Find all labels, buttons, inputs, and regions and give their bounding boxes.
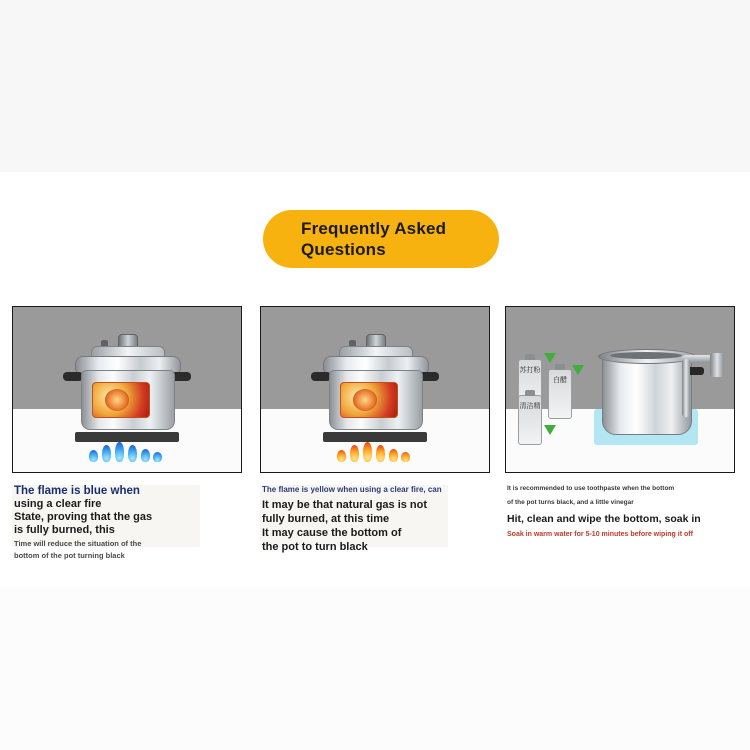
faucet-body	[682, 359, 690, 417]
pressure-cooker-icon	[313, 330, 437, 442]
caption-warning-line1: Soak in warm water for 5-10 minutes before wiping it off	[507, 531, 693, 538]
caption-note-line2: bottom of the pot turning black	[14, 551, 125, 560]
cooker-handle-left	[311, 372, 331, 381]
blue-flame-icon	[87, 442, 167, 462]
bottle-cap	[525, 354, 535, 360]
faq-banner-line2: Questions	[301, 240, 386, 259]
photo-cleaning	[505, 306, 735, 473]
pot-body	[602, 355, 692, 435]
bottle-label: 白醋	[553, 376, 567, 384]
caption-body-line4: the pot to turn black	[262, 541, 368, 553]
caption-body-line3: It may cause the bottom of	[262, 527, 402, 539]
cooker-handle-left	[63, 372, 83, 381]
faq-cards	[0, 306, 750, 566]
caption-body-line1: It may be that natural gas is not	[262, 499, 428, 511]
faq-banner	[263, 210, 499, 268]
bottle-detergent	[518, 395, 542, 445]
arrow-down-icon	[572, 365, 584, 375]
cooker-label-emblem	[353, 389, 377, 411]
stove-base	[75, 432, 179, 442]
caption-yellow-flame	[260, 485, 490, 554]
caption-note-line2: of the pot turns black, and a little vinegar	[507, 499, 634, 506]
photo-blue-flame	[12, 306, 242, 473]
caption-note-line1: Time will reduce the situation of the	[14, 539, 142, 548]
faq-banner-line1: Frequently Asked	[301, 218, 447, 238]
faucet-head	[710, 353, 724, 377]
bottle-white-vinegar	[548, 369, 572, 419]
caption-heading-line1: Hit, clean and wipe the bottom, soak in	[507, 513, 701, 525]
cooker-label	[92, 382, 150, 418]
caption-clean-bottom	[505, 485, 735, 539]
yellow-flame-icon	[335, 442, 415, 462]
photo-yellow-flame	[260, 306, 490, 473]
bottle-cap	[555, 364, 565, 370]
faq-banner-text	[301, 218, 446, 261]
bottle-label: 苏打粉	[519, 366, 541, 374]
caption-body-line1: State, proving that the gas	[14, 511, 153, 523]
caption-heading-line1: The flame is blue when	[14, 485, 140, 497]
pressure-cooker-icon	[65, 330, 189, 442]
arrow-down-icon	[544, 425, 556, 435]
caption-body-line2: fully burned, at this time	[262, 513, 390, 525]
bottom-background-band	[0, 588, 750, 750]
cooker-label-emblem	[105, 389, 129, 411]
caption-blue-flame	[12, 485, 242, 560]
caption-heading-line2: using a clear fire	[14, 498, 102, 510]
caption-body-line2: is fully burned, this	[14, 524, 115, 536]
faq-card-yellow-flame	[260, 306, 490, 555]
caption-note-line1: It is recommended to use toothpaste when the bottom	[507, 485, 675, 492]
arrow-down-icon	[544, 353, 556, 363]
bottle-label: 清洁精	[519, 402, 541, 410]
top-background-band	[0, 0, 750, 172]
pot-rim-inner	[610, 352, 682, 359]
cooker-label	[340, 382, 398, 418]
caption-heading-line1: The flame is yellow when using a clear fire, can	[262, 485, 442, 494]
bottle-cap	[525, 390, 535, 396]
faq-card-blue-flame	[12, 306, 242, 561]
faq-card-clean-bottom	[505, 306, 735, 540]
stove-base	[323, 432, 427, 442]
